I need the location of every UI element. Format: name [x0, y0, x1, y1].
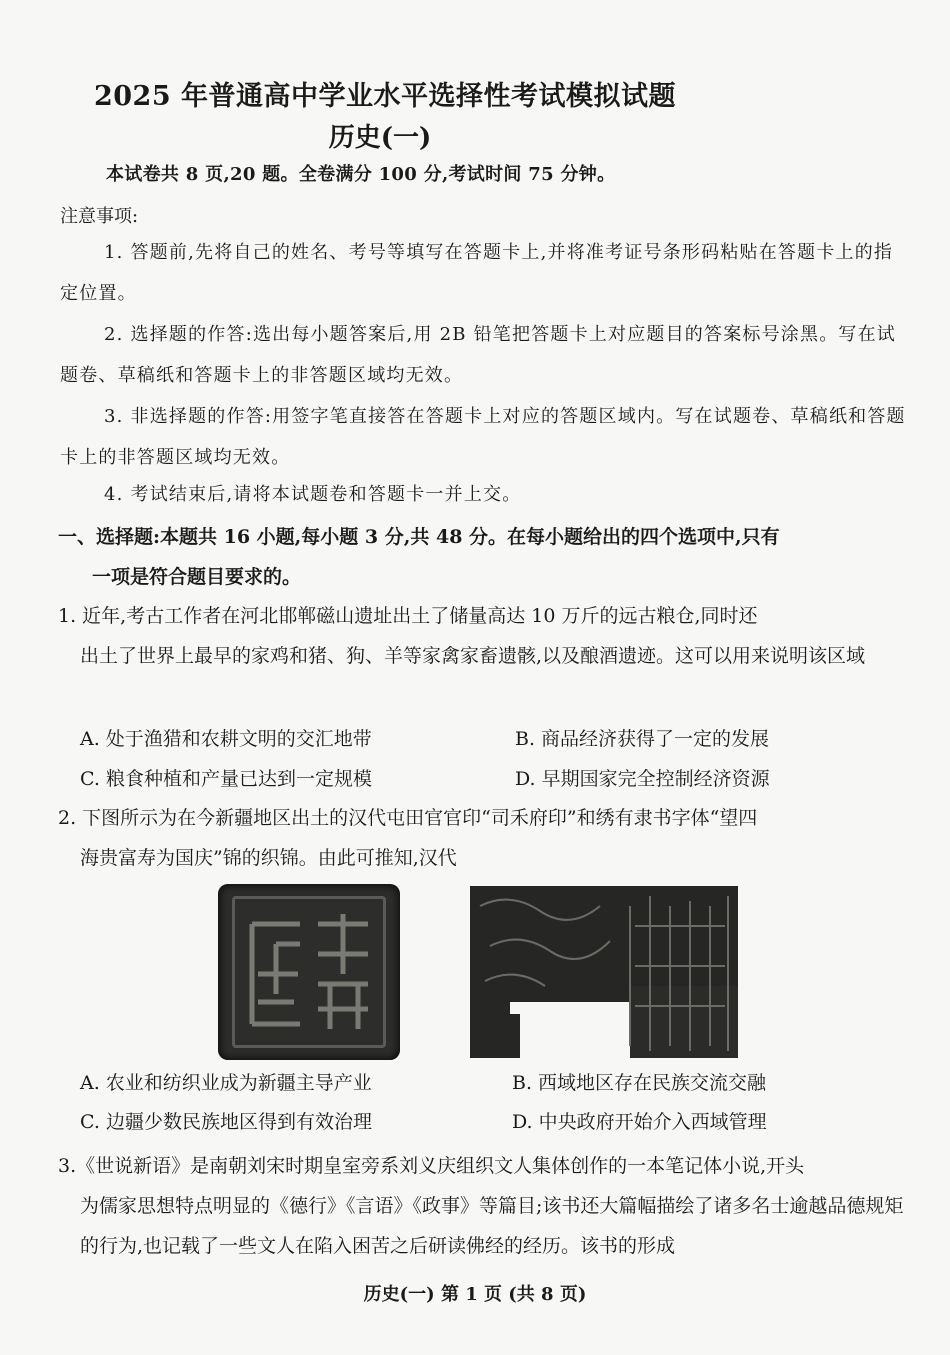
question-1-option-a: A. 处于渔猎和农耕文明的交汇地带: [80, 728, 372, 750]
question-1-stem-rest: 出土了世界上最早的家鸡和猪、狗、羊等家禽家畜遗骸,以及酿酒遗迹。这可以用来说明该区域: [80, 645, 866, 667]
brocade-image: [470, 886, 740, 1058]
question-2-stem: [58, 798, 910, 878]
question-2-stem-rest: 海贵富寿为国庆”锦的织锦。由此可推知,汉代: [80, 847, 457, 869]
question-3-stem: [58, 1146, 910, 1266]
seal-characters: [218, 884, 400, 1060]
question-3-stem-first: 3.《世说新语》是南朝刘宋时期皇室旁系刘义庆组织文人集体创作的一本笔记体小说,开头: [58, 1155, 805, 1177]
notice-item-2: 2. 选择题的作答:选出每小题答案后,用 2B 铅笔把答题卡上对应题目的答案标号涂黑。写在试题卷、草稿纸和答题卡上的非答题区域均无效。: [60, 324, 897, 386]
question-1-stem-first: 1. 近年,考古工作者在河北邯郸磁山遗址出土了储量高达 10 万斤的远古粮仓,同时还: [58, 605, 758, 627]
section-heading-line2: 一项是符合题目要求的。: [92, 566, 302, 588]
question-2-option-c: C. 边疆少数民族地区得到有效治理: [80, 1111, 372, 1133]
question-1-option-b: B. 商品经济获得了一定的发展: [515, 728, 770, 750]
question-2-option-d: D. 中央政府开始介入西域管理: [512, 1111, 767, 1133]
notice-item-4: 4. 考试结束后,请将本试题卷和答题卡一并上交。: [104, 484, 522, 505]
question-3-stem-rest: 为儒家思想特点明显的《德行》《言语》《政事》等篇目;该书还大篇幅描绘了诸多名士逾越品德规矩的行为,也记载了一些文人在陷入困苦之后研读佛经的经历。该书的形成: [80, 1195, 904, 1257]
exam-info: 本试卷共 8 页,20 题。全卷满分 100 分,考试时间 75 分钟。: [106, 164, 616, 185]
question-2-stem-first: 2. 下图所示为在今新疆地区出土的汉代屯田官官印“司禾府印”和绣有隶书字体“望四: [58, 807, 758, 829]
exam-subtitle: 历史(一): [328, 123, 432, 153]
notice-item-1: 1. 答题前,先将自己的姓名、考号等填写在答题卡上,并将准考证号条形码粘贴在答题卡上的指定位置。: [60, 242, 894, 304]
seal-image: [218, 884, 400, 1060]
section-heading: [58, 517, 910, 597]
page-footer: 历史(一) 第 1 页 (共 8 页): [363, 1284, 587, 1305]
section-heading-line1: 一、选择题:本题共 16 小题,每小题 3 分,共 48 分。在每小题给出的四个选项中,只有: [58, 526, 780, 548]
brocade-fabric: [470, 886, 740, 1058]
question-2-option-b: B. 西域地区存在民族交流交融: [512, 1072, 767, 1094]
notice-item-3: 3. 非选择题的作答:用签字笔直接答在答题卡上对应的答题区域内。写在试题卷、草稿纸和答题卡上的非答题区域均无效。: [60, 406, 906, 468]
exam-title: 2025 年普通高中学业水平选择性考试模拟试题: [93, 81, 677, 112]
notice-heading: 注意事项:: [60, 206, 139, 227]
question-2-option-a: A. 农业和纺织业成为新疆主导产业: [80, 1072, 372, 1094]
question-1-option-c: C. 粮食种植和产量已达到一定规模: [80, 768, 372, 790]
question-1-stem: [58, 596, 910, 676]
question-1-option-d: D. 早期国家完全控制经济资源: [515, 768, 770, 790]
